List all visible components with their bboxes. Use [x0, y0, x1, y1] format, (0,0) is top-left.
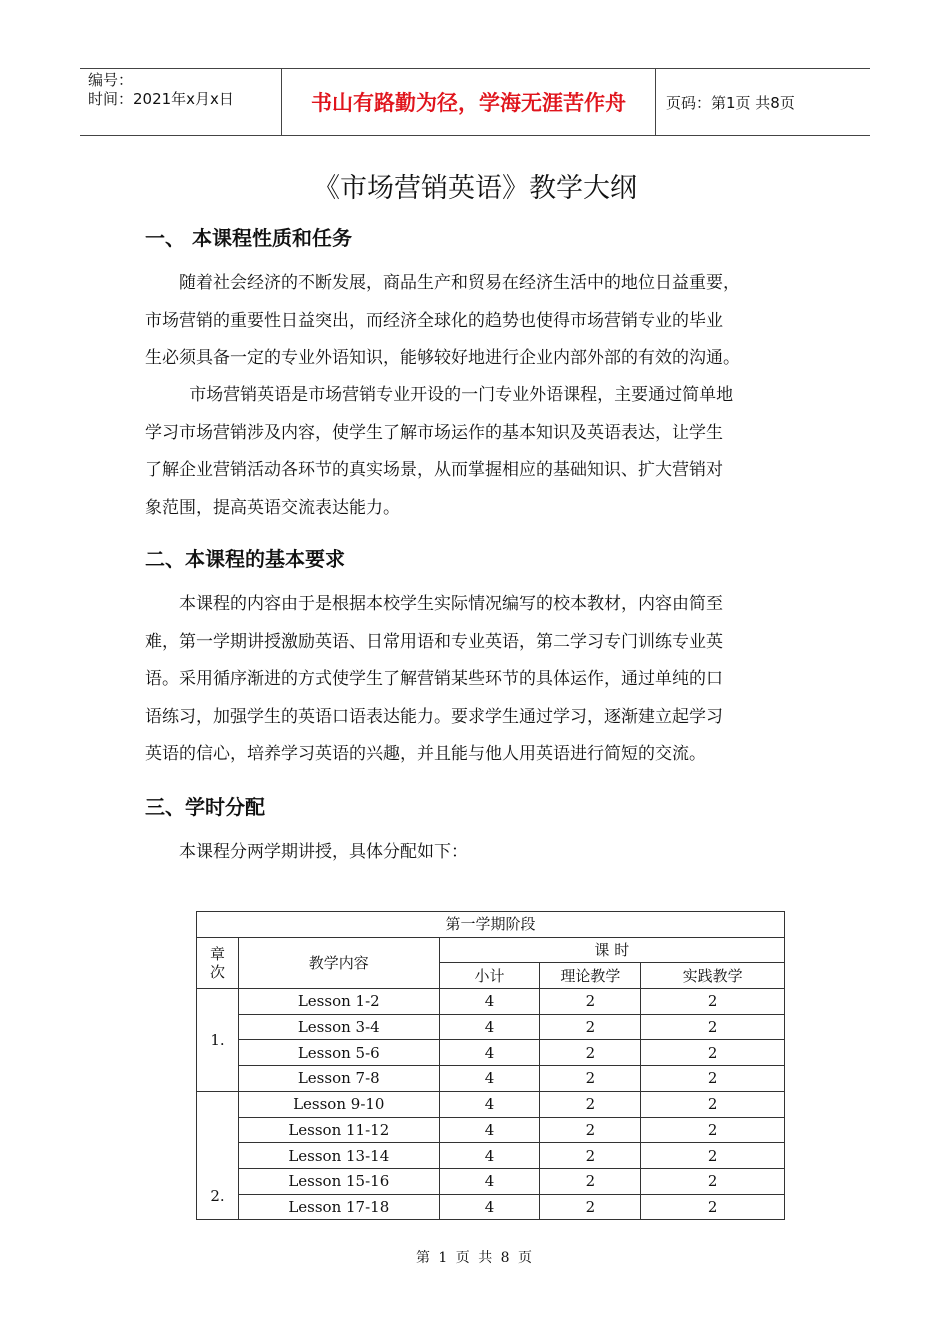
paragraph-line: 了解企业营销活动各环节的真实场景，从而掌握相应的基础知识、扩大营销对 [145, 460, 723, 480]
table-row [197, 1066, 785, 1092]
theory-cell: 2 [540, 1143, 641, 1169]
paragraph-line: 市场营销的重要性日益突出，而经济全球化的趋势也使得市场营销专业的毕业 [145, 310, 723, 331]
lesson-cell: Lesson 11-12 [238, 1117, 439, 1143]
table-row [197, 989, 785, 1015]
subtotal-header: 小计 [439, 963, 540, 989]
subtotal-cell: 4 [439, 1117, 540, 1143]
table-row [197, 1014, 785, 1040]
chapter-header-top: 章 [209, 944, 225, 963]
section-1-paragraph-1 [145, 265, 825, 378]
chapter-header [197, 937, 239, 988]
lesson-cell: Lesson 15-16 [238, 1168, 439, 1194]
section-heading-1: 一、 本课程性质和任务 [145, 226, 352, 250]
subtotal-cell: 4 [439, 1143, 540, 1169]
hours-allocation-table [196, 911, 785, 1220]
subtotal-cell: 4 [439, 1168, 540, 1194]
paragraph-line: 随着社会经济的不断发展，商品生产和贸易在经济生活中的地位日益重要， [179, 273, 740, 293]
document-number-label: 编号： [88, 71, 134, 89]
document-title: 《市场营销英语》教学大纲 [313, 173, 637, 204]
theory-cell: 2 [540, 1040, 641, 1066]
theory-cell: 2 [540, 1117, 641, 1143]
subtotal-cell: 4 [439, 1040, 540, 1066]
practice-cell: 2 [641, 989, 785, 1015]
theory-cell: 2 [540, 1194, 641, 1220]
header-motto: 书山有路勤为径，学海无涯苦作舟 [282, 69, 656, 135]
lesson-cell: Lesson 5-6 [238, 1040, 439, 1066]
theory-cell: 2 [540, 989, 641, 1015]
paragraph-line: 语练习，加强学生的英语口语表达能力。要求学生通过学习，逐渐建立起学习 [145, 706, 723, 727]
table-row [197, 1091, 785, 1117]
section-3-paragraph-1 [145, 834, 825, 872]
header-meta [80, 69, 282, 135]
content-header: 教学内容 [238, 937, 439, 988]
paragraph-line: 难，第一学期讲授激励英语、日常用语和专业英语，第二学习专门训练专业英 [145, 631, 723, 652]
lesson-cell: Lesson 3-4 [238, 1014, 439, 1040]
lesson-cell: Lesson 7-8 [238, 1066, 439, 1092]
practice-cell: 2 [641, 1143, 785, 1169]
paragraph-line: 本课程的内容由于是根据本校学生实际情况编写的校本教材，内容由简至 [179, 594, 723, 614]
table-row [197, 1143, 785, 1169]
practice-cell: 2 [641, 1091, 785, 1117]
practice-cell: 2 [641, 1168, 785, 1194]
page-footer: 第 1 页 共 8 页 [415, 1250, 535, 1266]
section-1-paragraph-2 [145, 377, 825, 527]
practice-header: 实践教学 [641, 963, 785, 989]
lesson-cell: Lesson 9-10 [238, 1091, 439, 1117]
theory-header: 理论教学 [540, 963, 641, 989]
theory-cell: 2 [540, 1168, 641, 1194]
theory-cell: 2 [540, 1014, 641, 1040]
subtotal-cell: 4 [439, 1066, 540, 1092]
paragraph-line: 市场营销英语是市场营销专业开设的一门专业外语课程，主要通过简单地 [189, 385, 734, 405]
paragraph-line: 学习市场营销涉及内容，使学生了解市场运作的基本知识及英语表达，让学生 [145, 422, 723, 443]
table-row [197, 1040, 785, 1066]
subtotal-cell: 4 [439, 1091, 540, 1117]
section-heading-3: 三、学时分配 [145, 795, 265, 819]
table-caption-row [197, 912, 785, 938]
hours-header: 课 时 [439, 937, 784, 963]
table-row [197, 1194, 785, 1220]
theory-cell: 2 [540, 1066, 641, 1092]
practice-cell: 2 [641, 1194, 785, 1220]
table-row [197, 1168, 785, 1194]
document-date: 时间：2021年x月x日 [88, 90, 234, 108]
practice-cell: 2 [641, 1014, 785, 1040]
subtotal-cell: 4 [439, 1194, 540, 1220]
paragraph-line: 英语的信心，培养学习英语的兴趣，并且能与他人用英语进行简短的交流。 [145, 744, 706, 764]
lesson-cell: Lesson 13-14 [238, 1143, 439, 1169]
subtotal-cell: 4 [439, 1014, 540, 1040]
chapter-cell: 2. [197, 1091, 239, 1219]
header-page-number: 页码：第1页 共8页 [666, 93, 795, 112]
chapter-header-bottom: 次 [209, 962, 225, 981]
lesson-cell: Lesson 1-2 [238, 989, 439, 1015]
practice-cell: 2 [641, 1040, 785, 1066]
lesson-cell: Lesson 17-18 [238, 1194, 439, 1220]
practice-cell: 2 [641, 1066, 785, 1092]
paragraph-line: 本课程分两学期讲授，具体分配如下： [179, 842, 468, 862]
table-row [197, 1117, 785, 1143]
paragraph-line: 语。采用循序渐进的方式使学生了解营销某些环节的具体运作，通过单纯的口 [145, 669, 723, 689]
section-2-paragraph-1 [145, 586, 825, 774]
chapter-cell: 1. [197, 989, 239, 1092]
theory-cell: 2 [540, 1091, 641, 1117]
subtotal-cell: 4 [439, 989, 540, 1015]
paragraph-line: 象范围，提高英语交流表达能力。 [145, 497, 400, 518]
page-header [80, 68, 870, 136]
practice-cell: 2 [641, 1117, 785, 1143]
paragraph-line: 生必须具备一定的专业外语知识，能够较好地进行企业内部外部的有效的沟通。 [145, 348, 740, 368]
table-header-row [197, 937, 785, 963]
table-caption: 第一学期阶段 [197, 912, 785, 938]
section-heading-2: 二、本课程的基本要求 [145, 547, 345, 571]
